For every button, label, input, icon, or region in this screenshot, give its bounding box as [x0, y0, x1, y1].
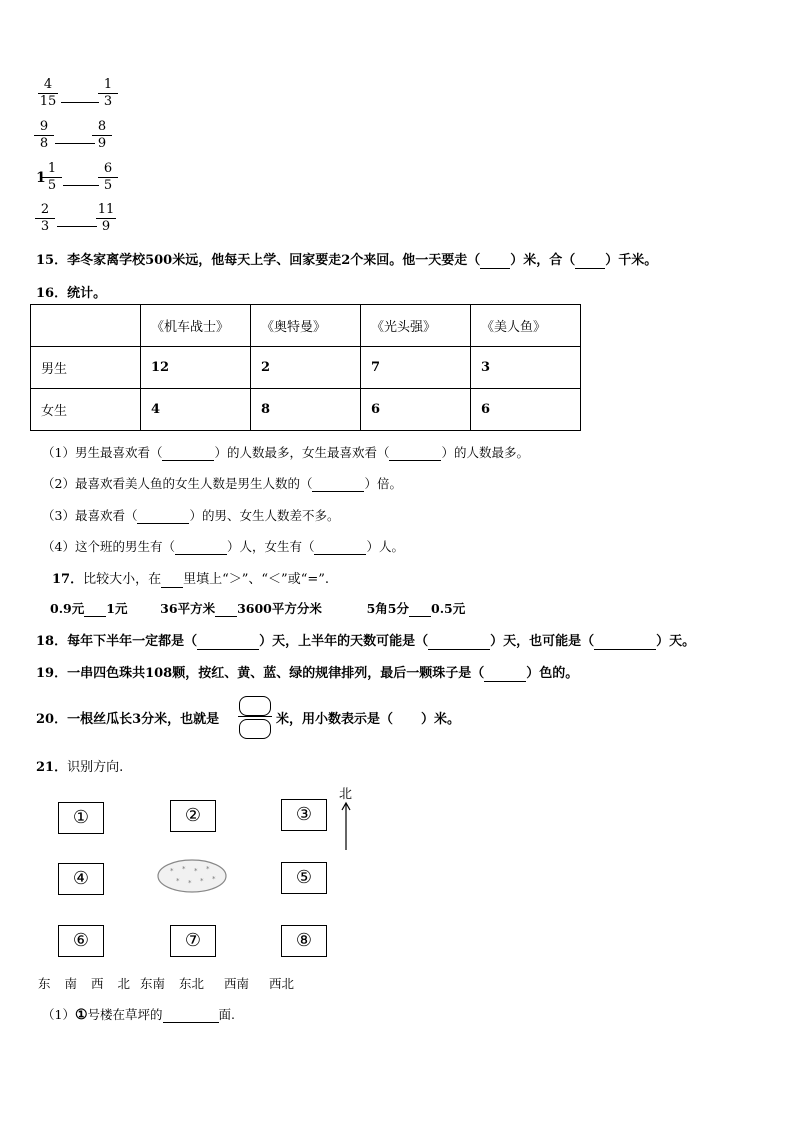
svg-text:*: *	[188, 879, 192, 887]
q17-item-1-blank[interactable]	[84, 601, 106, 617]
question-20-text-c: ）米。	[421, 712, 461, 727]
direction-words	[38, 974, 294, 992]
q16-sub-3-blank[interactable]	[137, 508, 189, 524]
question-15-text-a: 李冬家离学校500米远，他每天上学、回家要走2个来回。他一天要走（	[67, 253, 481, 268]
direction-south: 南	[64, 976, 78, 991]
compare-blank-4[interactable]	[57, 226, 97, 227]
question-15	[36, 249, 657, 269]
question-18	[36, 630, 695, 650]
table-header-row	[31, 305, 581, 347]
question-15-text-c: ）千米。	[605, 253, 658, 268]
q21-sub-1-blank[interactable]	[163, 1007, 219, 1023]
q16-sub-1-a: （1）男生最喜欢看（	[42, 445, 163, 460]
question-18-number: 18．	[36, 634, 68, 649]
svg-text:*: *	[200, 877, 204, 885]
direction-southeast: 东南	[140, 976, 166, 991]
table-cell: 4	[141, 389, 251, 431]
q16-sub-2	[42, 474, 402, 492]
q16-sub-2-blank[interactable]	[312, 476, 364, 492]
building-5: ⑤	[281, 862, 327, 894]
svg-text:*: *	[170, 867, 174, 875]
question-17-number: 17．	[52, 572, 84, 587]
fraction-right-3: 6 5	[98, 162, 118, 193]
q16-sub-2-b: ）倍。	[364, 476, 402, 491]
q16-sub-1-c: ）的人数最多。	[441, 445, 529, 460]
question-15-number: 15．	[36, 253, 68, 268]
question-18-text-b: ）天，上半年的天数可能是（	[259, 634, 429, 649]
q16-sub-4-a: （4）这个班的男生有（	[42, 539, 175, 554]
north-arrow-icon	[340, 800, 352, 852]
q21-sub-1-c: 面.	[218, 1007, 236, 1022]
table-cell: 8	[251, 389, 361, 431]
building-1: ①	[58, 802, 104, 834]
building-7: ⑦	[170, 925, 216, 957]
compare-blank-2[interactable]	[55, 143, 95, 144]
svg-text:*: *	[182, 865, 186, 873]
question-17-text-b: 里填上“＞”、“＜”或“=”.	[183, 572, 330, 587]
q21-sub-1-circle: ①	[74, 1007, 88, 1023]
q16-sub-4-blank-2[interactable]	[314, 539, 366, 555]
q20-denominator-blank[interactable]	[239, 719, 271, 739]
q19-blank[interactable]	[484, 666, 526, 682]
question-17	[52, 568, 329, 588]
table-header-cell	[31, 305, 141, 347]
lawn-icon	[156, 858, 228, 894]
table-header-cell: 《光头强》	[361, 305, 471, 347]
q21-sub-1-b: 号楼在草坪的	[87, 1007, 163, 1022]
question-20-b	[276, 708, 460, 727]
q16-sub-1	[42, 443, 529, 461]
question-19	[36, 662, 578, 682]
q16-sub-4-b: ）人，女生有（	[226, 539, 315, 554]
table-row-label: 女生	[31, 389, 141, 431]
q16-sub-4-c: ）人。	[366, 539, 404, 554]
direction-northwest: 西北	[269, 976, 295, 991]
q16-sub-3	[42, 506, 339, 524]
q17-item-3-a: 5角5分	[366, 601, 409, 616]
direction-north: 北	[117, 976, 131, 991]
q16-sub-2-a: （2）最喜欢看美人鱼的女生人数是男生人数的（	[42, 476, 313, 491]
table-row	[31, 389, 581, 431]
fraction-left-4: 2 3	[35, 203, 55, 234]
building-8: ⑧	[281, 925, 327, 957]
table-row	[31, 347, 581, 389]
q17-item-2-b: 3600平方分米	[237, 601, 322, 616]
table-cell: 6	[471, 389, 581, 431]
question-19-number: 19．	[36, 666, 68, 681]
table-row-label: 男生	[31, 347, 141, 389]
compare-blank-1[interactable]	[61, 102, 99, 103]
fraction-left-2: 9 8	[34, 120, 54, 151]
question-16	[36, 282, 106, 301]
question-21-number: 21．	[36, 760, 68, 775]
q18-blank-2[interactable]	[428, 634, 490, 650]
direction-northeast: 东北	[179, 976, 205, 991]
direction-east: 东	[38, 976, 51, 991]
q17-item-2-blank[interactable]	[215, 601, 237, 617]
fraction-whole-3: 1	[36, 170, 46, 186]
question-19-text-b: ）色的。	[526, 666, 579, 681]
building-2: ②	[170, 800, 216, 832]
question-20-a	[36, 708, 219, 727]
table-cell: 3	[471, 347, 581, 389]
fraction-right-1: 1 3	[98, 78, 118, 109]
q21-sub-1	[42, 1005, 235, 1023]
q17-items	[50, 599, 465, 617]
building-4: ④	[58, 863, 104, 895]
question-20-text-b: 米，用小数表示是（	[276, 712, 394, 727]
q16-sub-4-blank-1[interactable]	[175, 539, 227, 555]
building-3: ③	[281, 799, 327, 831]
q20-fraction-bar	[238, 716, 272, 717]
table-cell: 7	[361, 347, 471, 389]
svg-text:*: *	[194, 867, 198, 875]
q17-item-3-b: 0.5元	[431, 601, 466, 616]
q18-blank-1[interactable]	[197, 634, 259, 650]
table-cell: 12	[141, 347, 251, 389]
q16-sub-1-blank-2[interactable]	[389, 445, 441, 461]
question-18-text-c: ）天，也可能是（	[490, 634, 595, 649]
table-header-cell: 《美人鱼》	[471, 305, 581, 347]
q21-sub-1-a: （1）	[42, 1007, 75, 1022]
direction-west: 西	[91, 976, 104, 991]
north-label: 北	[339, 787, 353, 802]
question-18-text-d: ）天。	[656, 634, 696, 649]
compare-blank-3[interactable]	[63, 185, 99, 186]
question-19-text-a: 一串四色珠共108颗，按红、黄、蓝、绿的规律排列，最后一颗珠子是（	[67, 666, 485, 681]
fraction-right-4: 11 9	[97, 202, 115, 234]
question-20-number: 20．	[36, 712, 68, 727]
question-17-text-a: 比较大小，在	[83, 572, 162, 587]
q20-numerator-blank[interactable]	[239, 696, 271, 716]
question-21-title: 识别方向.	[67, 760, 124, 775]
table-cell: 6	[361, 389, 471, 431]
question-21	[36, 756, 123, 775]
q15-blank-1[interactable]	[480, 253, 510, 269]
fraction-right-2: 8 9	[92, 120, 112, 151]
question-16-number: 16．	[36, 286, 68, 301]
direction-southwest: 西南	[224, 976, 250, 991]
q16-sub-3-a: （3）最喜欢看（	[42, 508, 138, 523]
q17-item-1-b: 1元	[106, 601, 128, 616]
q16-sub-4	[42, 537, 404, 555]
svg-text:*: *	[212, 875, 216, 883]
q17-item-1-a: 0.9元	[50, 601, 85, 616]
fraction-left-3: 1 5	[42, 162, 62, 193]
svg-text:*: *	[206, 865, 210, 873]
question-20-text-a: 一根丝瓜长3分米，也就是	[67, 712, 220, 727]
question-16-title: 统计。	[67, 286, 107, 301]
q17-item-3-blank[interactable]	[409, 601, 431, 617]
q15-blank-2[interactable]	[575, 253, 605, 269]
q20-decimal-blank[interactable]	[393, 712, 421, 727]
q16-sub-1-b: ）的人数最多，女生最喜欢看（	[214, 445, 390, 460]
table-header-cell: 《机车战士》	[141, 305, 251, 347]
question-15-text-b: ）米，合（	[510, 253, 576, 268]
building-6: ⑥	[58, 925, 104, 957]
question-18-text-a: 每年下半年一定都是（	[67, 634, 198, 649]
fraction-left-1: 4 15	[39, 77, 57, 109]
q17-demo-blank	[161, 572, 183, 588]
q16-sub-3-b: ）的男、女生人数差不多。	[189, 508, 340, 523]
q18-blank-3[interactable]	[594, 634, 656, 650]
statistics-table	[30, 304, 581, 431]
svg-text:*: *	[176, 877, 180, 885]
table-cell: 2	[251, 347, 361, 389]
q16-sub-1-blank-1[interactable]	[162, 445, 214, 461]
q17-item-2-a: 36平方米	[160, 601, 216, 616]
table-header-cell: 《奥特曼》	[251, 305, 361, 347]
